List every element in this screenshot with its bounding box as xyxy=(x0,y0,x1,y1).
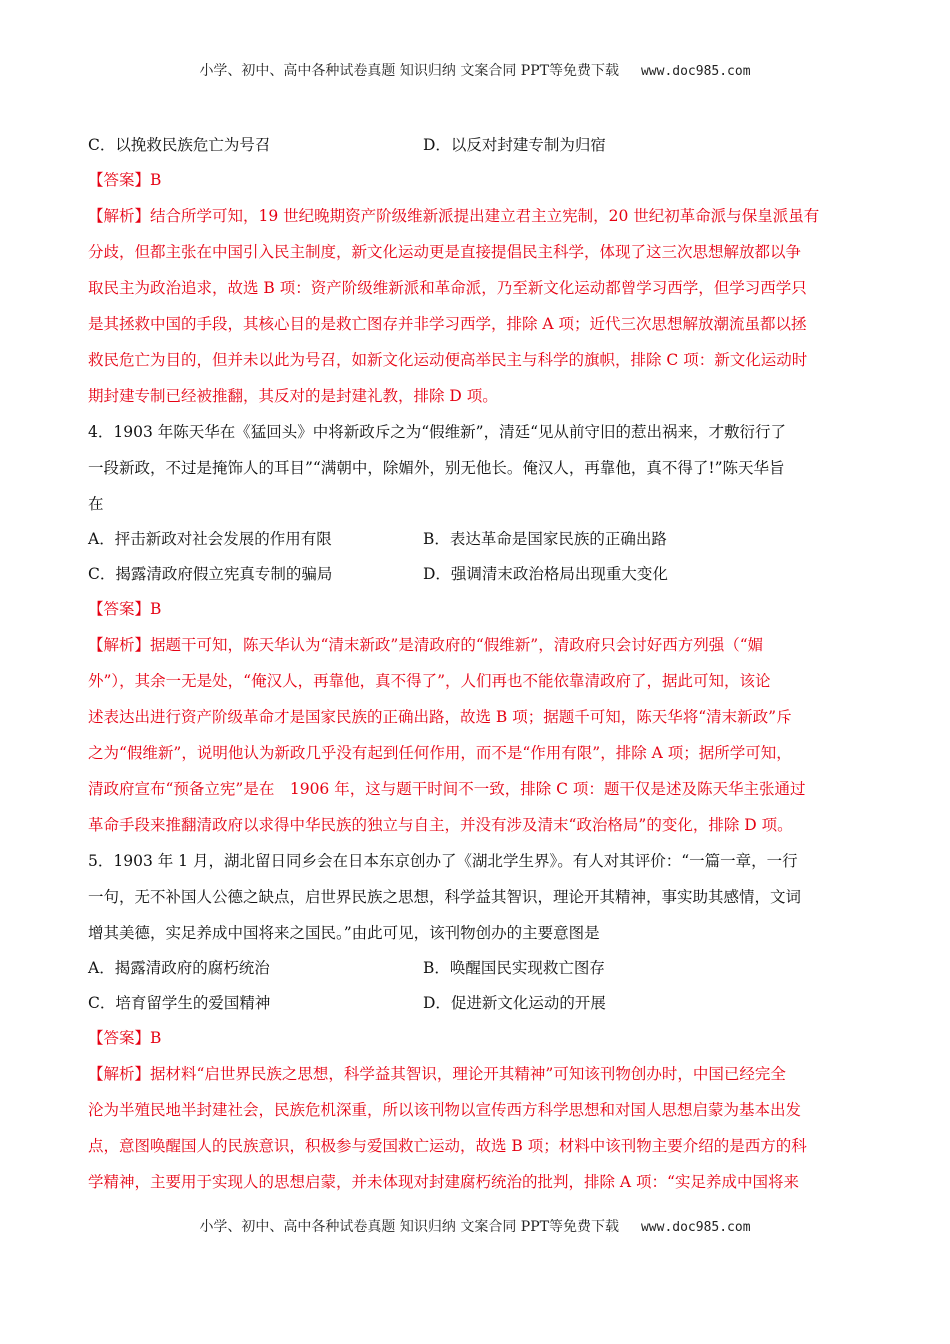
q4-stem-line: 一段新政，不过是掩饰人的耳目”“满朝中，除媚外，别无他长。俺汉人，再靠他，真不得了!”陈天华旨 xyxy=(88,459,785,477)
q5-analysis-line: 沦为半殖民地半封建社会，民族危机深重，所以该刊物以宣传西方科学思想和对国人思想启蒙为基本出发 xyxy=(88,1101,802,1119)
q3-option-d: D．以反对封建专制为归宿 xyxy=(423,136,606,154)
q4-analysis-line: 革命手段来推翻清政府以求得中华民族的独立与自主，并没有涉及清末“政治格局”的变化，排除 D 项。 xyxy=(88,816,793,834)
q4-analysis-line: 之为“假维新”，说明他认为新政几乎没有起到任何作用，而不是“作用有限”，排除 A 项；据所学可知， xyxy=(88,744,792,762)
header-text: 小学、初中、高中各种试卷真题 知识归纳 文案合同 PPT等免费下载 xyxy=(199,63,619,79)
q4-stem-line: 4．1903 年陈天华在《猛回头》中将新政斥之为“假维新”，清廷“见从前守旧的惹出祸来，才敷衍行了 xyxy=(88,423,787,441)
q5-analysis xyxy=(88,1056,868,1200)
q5-stem-line: 一句，无不补国人公德之缺点，启世界民族之思想，科学益其智识，理论开其精神，事实助其感情，文词 xyxy=(88,888,802,906)
q5-option-d: D．促进新文化运动的开展 xyxy=(423,994,606,1012)
q5-stem-line: 增其美德，实足养成中国将来之国民。”由此可见，该刊物创办的主要意图是 xyxy=(88,924,600,942)
q3-analysis-line: 取民主为政治追求，故选 B 项：资产阶级维新派和革命派，乃至新文化运动都曾学习西学，但学习西学只 xyxy=(88,279,807,297)
q4-options-ab xyxy=(88,522,868,557)
q4-analysis-line: 述表达出进行资产阶级革命才是国家民族的正确出路，故选 B 项；据题千可知，陈天华将“清末新政”斥 xyxy=(88,708,792,726)
document-body xyxy=(88,128,868,1200)
page-footer xyxy=(0,1216,950,1236)
q4-answer: 【答案】B xyxy=(88,600,162,618)
q3-analysis-line: 【解析】结合所学可知，19 世纪晚期资产阶级维新派提出建立君主立宪制，20 世纪初革命派与保皇派虽有 xyxy=(88,207,820,225)
q3-analysis-line: 救民危亡为目的，但并未以此为号召，如新文化运动便高举民主与科学的旗帜，排除 C 项：新文化运动时 xyxy=(88,351,808,369)
q3-analysis-line: 是其拯救中国的手段，其核心目的是救亡图存并非学习西学，排除 A 项；近代三次思想解放潮流虽都以拯 xyxy=(88,315,807,333)
q4-analysis xyxy=(88,627,868,843)
q4-analysis-line: 【解析】据题干可知，陈天华认为“清末新政”是清政府的“假维新”，清政府只会讨好西方列强（“媚 xyxy=(88,636,764,654)
q5-analysis-line: 点，意图唤醒国人的民族意识，积极参与爱国救亡运动，故选 B 项；材料中该刊物主要介绍的是西方的科 xyxy=(88,1137,807,1155)
q5-answer: 【答案】B xyxy=(88,1029,162,1047)
q4-stem xyxy=(88,414,868,522)
q4-option-c: C．揭露清政府假立宪真专制的骗局 xyxy=(88,565,333,583)
q5-option-a: A．揭露清政府的腐朽统治 xyxy=(88,959,270,977)
q5-option-b: B．唤醒国民实现救亡图存 xyxy=(423,959,605,977)
q3-analysis-line: 期封建专制已经被推翻，其反对的是封建礼教，排除 D 项。 xyxy=(88,387,498,405)
q5-analysis-line: 学精神，主要用于实现人的思想启蒙，并未体现对封建腐朽统治的批判，排除 A 项：“实足养成中国将来 xyxy=(88,1173,799,1191)
q3-analysis xyxy=(88,198,868,414)
q4-option-d: D．强调清末政治格局出现重大变化 xyxy=(423,565,668,583)
q3-options-cd xyxy=(88,128,868,163)
q4-options-cd xyxy=(88,557,868,592)
q4-option-b: B．表达革命是国家民族的正确出路 xyxy=(423,530,667,548)
q5-analysis-line: 【解析】据材料“启世界民族之思想，科学益其智识，理论开其精神”可知该刊物创办时，中国已经完全 xyxy=(88,1065,786,1083)
footer-url[interactable]: www.doc985.com xyxy=(640,1220,751,1235)
q3-option-c: C．以挽救民族危亡为号召 xyxy=(88,136,271,154)
q3-analysis-line: 分歧，但都主张在中国引入民主制度，新文化运动更是直接提倡民主科学，体现了这三次思想解放都以争 xyxy=(88,243,802,261)
q5-stem-line: 5．1903 年 1 月，湖北留日同乡会在日本东京创办了《湖北学生界》。有人对其评价：“一篇一章，一行 xyxy=(88,852,798,870)
page-header xyxy=(0,60,950,80)
q4-analysis-line: 清政府宣布“预备立宪”是在 1906 年，这与题干时间不一致，排除 C 项：题干仅是述及陈天华主张通过 xyxy=(88,780,806,798)
q5-stem xyxy=(88,843,868,951)
header-url[interactable]: www.doc985.com xyxy=(640,64,751,79)
q5-option-c: C．培育留学生的爱国精神 xyxy=(88,994,271,1012)
q4-stem-line: 在 xyxy=(88,495,104,513)
q3-answer: 【答案】B xyxy=(88,171,162,189)
q5-options-ab xyxy=(88,951,868,986)
q4-option-a: A．抨击新政对社会发展的作用有限 xyxy=(88,530,332,548)
q5-options-cd xyxy=(88,986,868,1021)
footer-text: 小学、初中、高中各种试卷真题 知识归纳 文案合同 PPT等免费下载 xyxy=(199,1219,619,1235)
q4-analysis-line: 外”），其余一无是处，“俺汉人，再靠他，真不得了”，人们再也不能依靠清政府了，据此可知，该论 xyxy=(88,672,771,690)
